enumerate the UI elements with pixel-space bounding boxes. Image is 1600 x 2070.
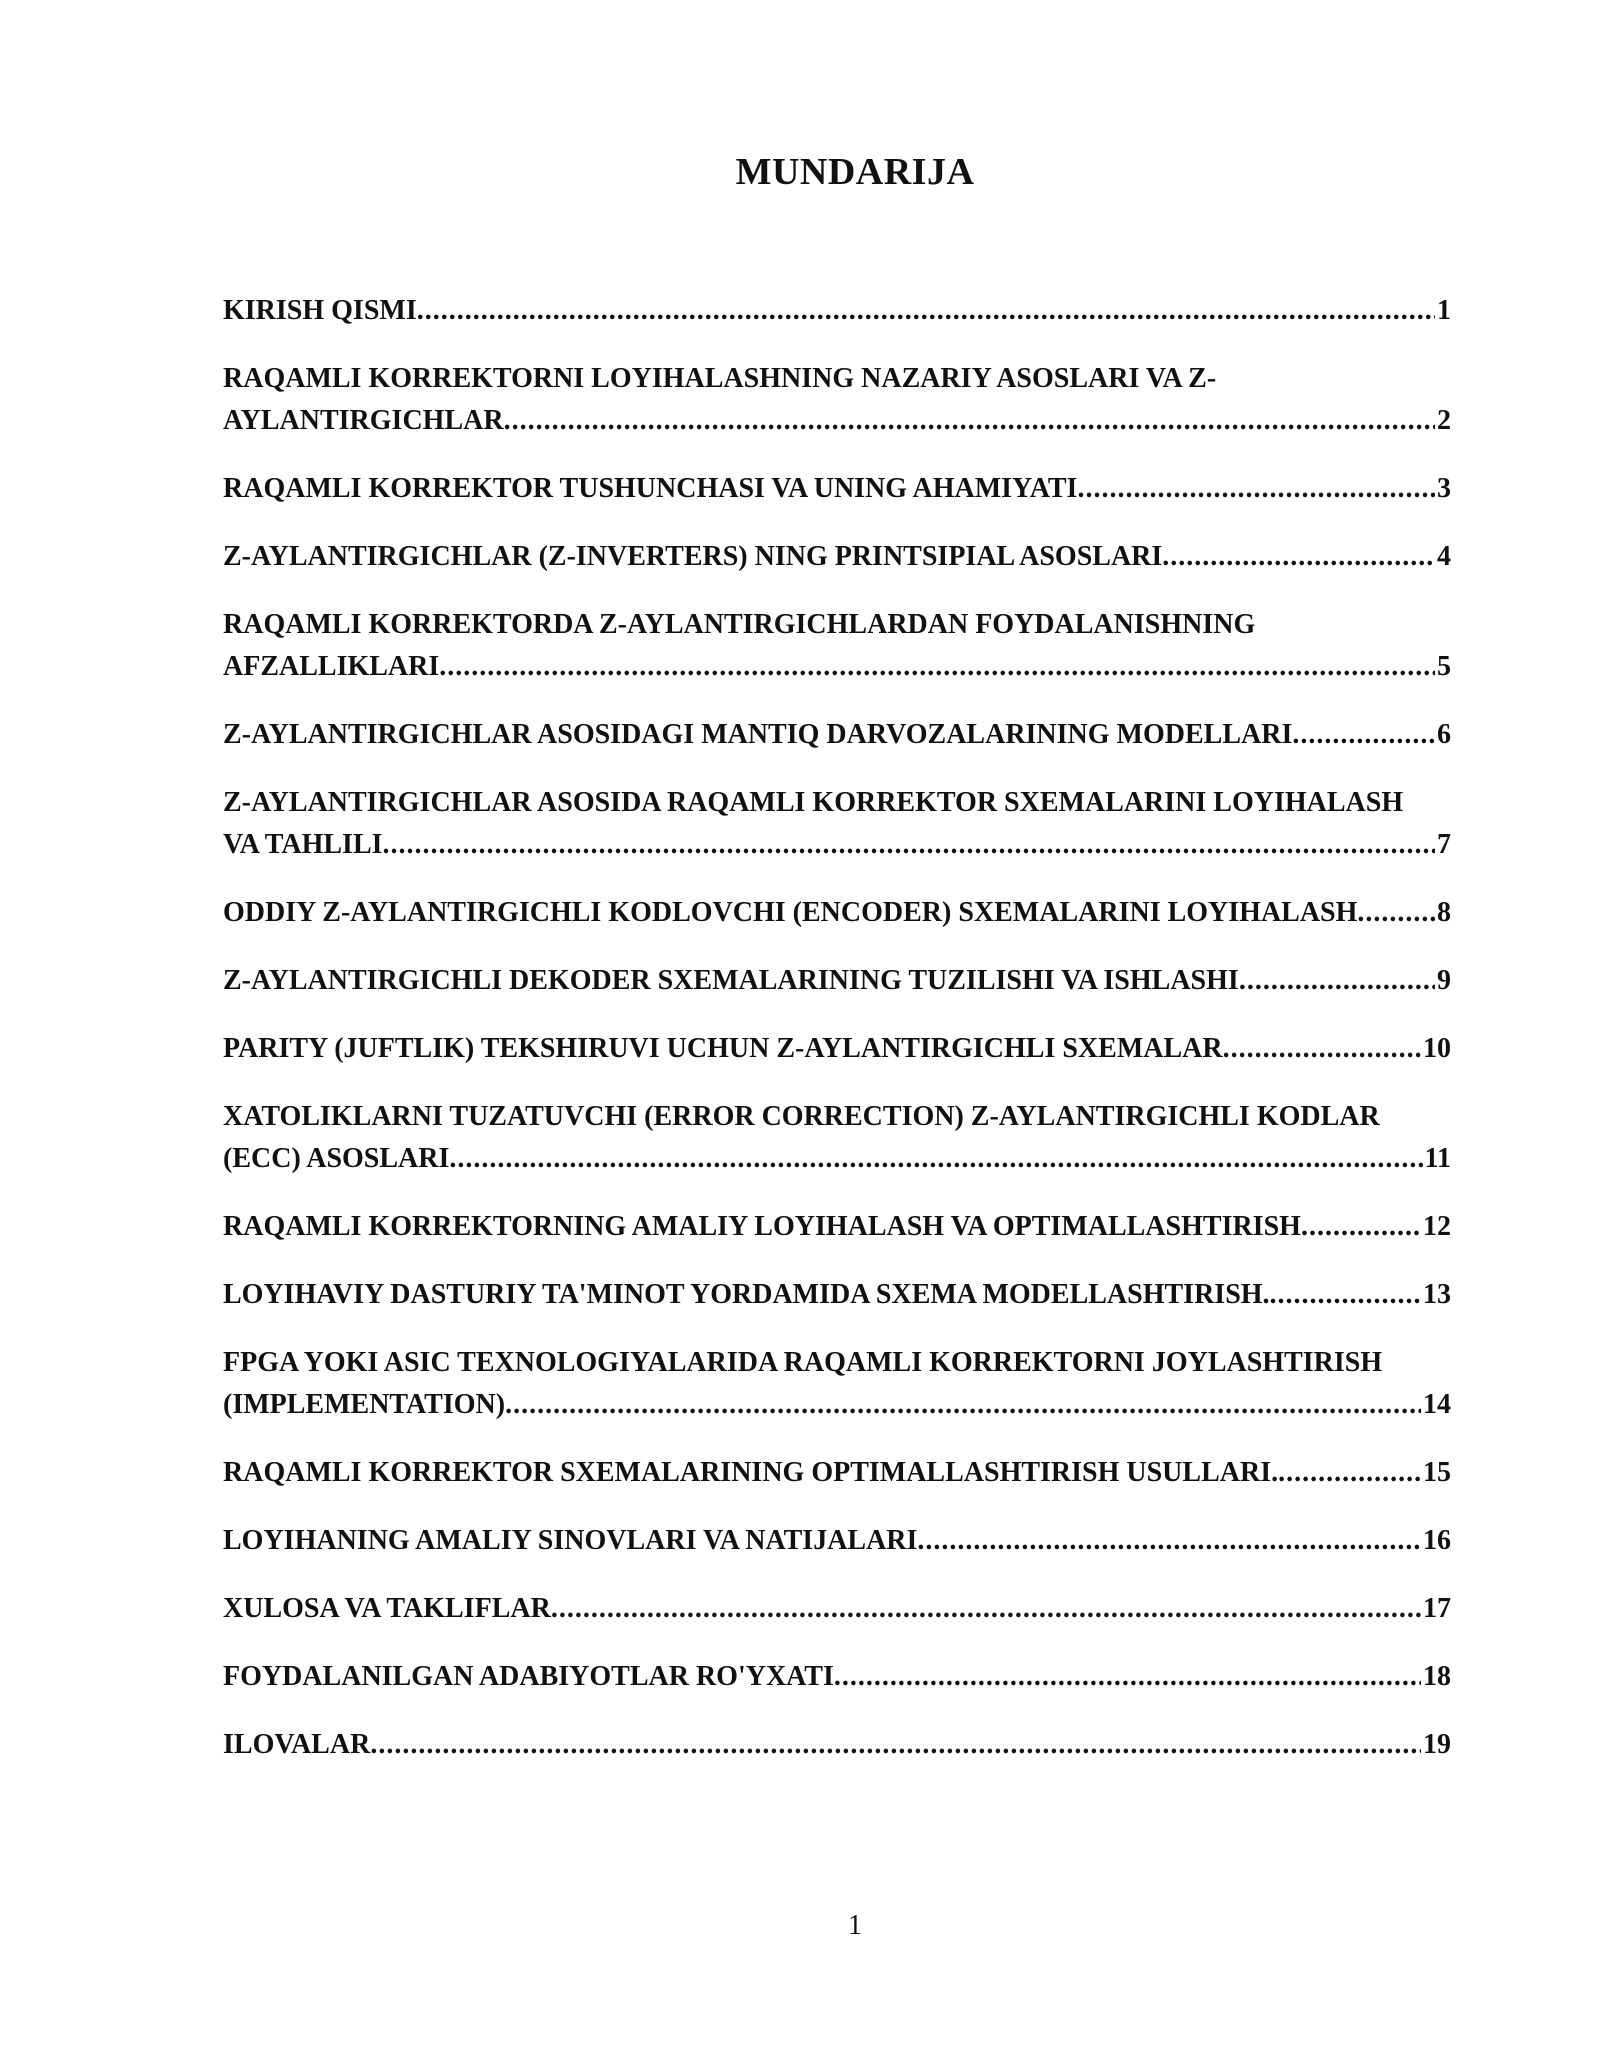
toc-entry[interactable] [223,604,1451,688]
toc-entry-page: 1 [1435,290,1451,332]
toc-entry[interactable] [223,290,1451,332]
page-title: MUNDARIJA [735,151,975,193]
toc-entry[interactable] [223,782,1451,866]
toc-entry[interactable] [223,468,1451,510]
table-of-contents [223,290,1451,1792]
toc-entry-page: 19 [1421,1724,1451,1766]
toc-entry[interactable] [223,1206,1451,1248]
toc-entry-page: 18 [1421,1656,1451,1698]
toc-entry-page: 4 [1435,536,1451,578]
toc-entry[interactable] [223,1520,1451,1562]
toc-entry-page: 9 [1435,960,1451,1002]
toc-entry-title: KIRISH QISMI ..... [223,295,417,326]
toc-entry-page: 6 [1435,714,1451,756]
toc-entry[interactable] [223,1588,1451,1630]
toc-entry-title: LOYIHANING AMALIY SINOVLARI VA NATIJALARI ..... [223,1525,917,1556]
toc-entry[interactable] [223,892,1451,934]
toc-entry[interactable] [223,1656,1451,1698]
toc-entry-page: 16 [1421,1520,1451,1562]
toc-entry-title: RAQAMLI KORREKTORNI LOYIHALASHNING NAZARIY ASOSLARI VA Z-AYLANTIRGICHLAR ..... [223,363,1216,436]
toc-entry-page: 8 [1435,892,1451,934]
toc-entry-page: 7 [1435,824,1451,866]
toc-entry-title: Z-AYLANTIRGICHLAR ASOSIDA RAQAMLI KORREKTOR SXEMALARINI LOYIHALASH VA TAHLILI ..... [223,787,1403,860]
toc-entry[interactable] [223,714,1451,756]
toc-entry-page: 12 [1421,1206,1451,1248]
toc-entry[interactable] [223,1342,1451,1426]
toc-entry-page: 5 [1435,646,1451,688]
toc-entry-title: XATOLIKLARNI TUZATUVCHI (ERROR CORRECTION) Z-AYLANTIRGICHLI KODLAR (ECC) ASOSLARI ..... [223,1101,1380,1174]
toc-entry-title: ODDIY Z-AYLANTIRGICHLI KODLOVCHI (ENCODER) SXEMALARINI LOYIHALASH ..... [223,897,1357,928]
page-number: 1 [848,1910,862,1941]
toc-entry-page: 10 [1421,1028,1451,1070]
toc-entry-title: XULOSA VA TAKLIFLAR ..... [223,1593,551,1624]
toc-entry[interactable] [223,1724,1451,1766]
toc-entry[interactable] [223,1096,1451,1180]
toc-entry-title: ILOVALAR ..... [223,1729,370,1760]
toc-entry-title: PARITY (JUFTLIK) TEKSHIRUVI UCHUN Z-AYLANTIRGICHLI SXEMALAR ..... [223,1033,1223,1064]
toc-entry-page: 14 [1421,1384,1451,1426]
toc-entry-title: Z-AYLANTIRGICHLAR ASOSIDAGI MANTIQ DARVOZALARINING MODELLARI ..... [223,719,1292,750]
toc-entry-page: 11 [1423,1138,1451,1180]
toc-entry-title: FOYDALANILGAN ADABIYOTLAR RO'YXATI ..... [223,1661,834,1692]
toc-entry-page: 13 [1421,1274,1451,1316]
toc-entry-page: 17 [1421,1588,1451,1630]
toc-entry-title: RAQAMLI KORREKTORDA Z-AYLANTIRGICHLARDAN FOYDALANISHNING AFZALLIKLARI ..... [223,609,1255,682]
toc-entry-page: 15 [1421,1452,1451,1494]
toc-entry-title: FPGA YOKI ASIC TEXNOLOGIYALARIDA RAQAMLI KORREKTORNI JOYLASHTIRISH (IMPLEMENTATION) ..... [223,1347,1382,1420]
toc-entry[interactable] [223,1028,1451,1070]
toc-entry[interactable] [223,1452,1451,1494]
toc-entry-title: RAQAMLI KORREKTORNING AMALIY LOYIHALASH VA OPTIMALLASHTIRISH ..... [223,1211,1301,1242]
toc-entry[interactable] [223,960,1451,1002]
toc-entry-title: LOYIHAVIY DASTURIY TA'MINOT YORDAMIDA SXEMA MODELLASHTIRISH. ..... [223,1279,1270,1310]
toc-entry[interactable] [223,536,1451,578]
toc-entry-title: RAQAMLI KORREKTOR SXEMALARINING OPTIMALLASHTIRISH USULLARI. ..... [223,1457,1278,1488]
toc-entry-title: RAQAMLI KORREKTOR TUSHUNCHASI VA UNING AHAMIYATI ..... [223,473,1077,504]
toc-entry[interactable] [223,1274,1451,1316]
toc-entry-page: 3 [1435,468,1451,510]
toc-entry-title: Z-AYLANTIRGICHLAR (Z-INVERTERS) NING PRINTSIPIAL ASOSLARI ..... [223,541,1162,572]
toc-entry-title: Z-AYLANTIRGICHLI DEKODER SXEMALARINING TUZILISHI VA ISHLASHI ..... [223,965,1239,996]
toc-entry-page: 2 [1435,400,1451,442]
toc-entry[interactable] [223,358,1451,442]
